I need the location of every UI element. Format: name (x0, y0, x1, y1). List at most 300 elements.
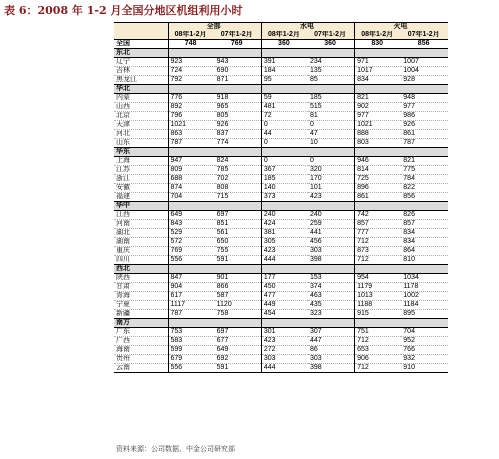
region-spacer (261, 265, 308, 274)
cell-value: 742 (355, 211, 402, 220)
cell-value: 423 (308, 193, 355, 202)
region-spacer (168, 49, 215, 58)
header-row-groups (114, 23, 448, 32)
cell-value: 792 (168, 76, 215, 85)
cell-value: 715 (215, 193, 262, 202)
cell-value: 449 (261, 301, 308, 310)
cell-value: 1004 (401, 67, 448, 76)
province-name: 湖南 (114, 238, 168, 247)
cell-value: 240 (308, 211, 355, 220)
cell-value: 617 (168, 292, 215, 301)
cell-value: 864 (401, 247, 448, 256)
cell-value: 95 (261, 76, 308, 85)
header-period: 08年1-2月 (355, 31, 402, 40)
cell-value: 926 (215, 121, 262, 130)
cell-value: 805 (215, 112, 262, 121)
cell-value: 373 (261, 193, 308, 202)
cell-value: 153 (308, 274, 355, 283)
cell-value: 587 (215, 292, 262, 301)
cell-value: 874 (168, 184, 215, 193)
cell-value: 809 (168, 166, 215, 175)
cell-value: 481 (261, 103, 308, 112)
header-period: 08年1-2月 (261, 31, 308, 40)
cell-value: 1184 (401, 301, 448, 310)
table-row (114, 355, 448, 364)
cell-value: 435 (308, 301, 355, 310)
cell-value: 59 (261, 94, 308, 103)
cell-value: 986 (401, 112, 448, 121)
cell-value: 751 (355, 328, 402, 337)
cell-value: 824 (215, 157, 262, 166)
cell-value: 873 (355, 247, 402, 256)
region-spacer (401, 319, 448, 328)
region-spacer (261, 202, 308, 211)
cell-value: 926 (401, 121, 448, 130)
region-name: 华北 (114, 85, 168, 94)
header-group-thermal: 火电 (355, 23, 448, 32)
cell-value: 918 (215, 94, 262, 103)
cell-value: 367 (261, 166, 308, 175)
region-spacer (261, 85, 308, 94)
province-name: 江苏 (114, 166, 168, 175)
cell-value: 0 (261, 121, 308, 130)
cell-value: 704 (168, 193, 215, 202)
cell-value: 1017 (355, 67, 402, 76)
region-spacer (308, 265, 355, 274)
cell-value: 649 (215, 346, 262, 355)
cell-value: 1021 (168, 121, 215, 130)
cell-value: 515 (308, 103, 355, 112)
cell-value: 769 (215, 40, 262, 49)
table-row (114, 292, 448, 301)
region-spacer (355, 49, 402, 58)
region-spacer (261, 148, 308, 157)
cell-value: 712 (355, 238, 402, 247)
table-row (114, 130, 448, 139)
cell-value: 303 (261, 355, 308, 364)
region-name: 东北 (114, 49, 168, 58)
cell-value: 101 (308, 184, 355, 193)
cell-value: 856 (401, 40, 448, 49)
cell-value: 0 (308, 157, 355, 166)
table-row (114, 220, 448, 229)
table-row (114, 112, 448, 121)
cell-value: 170 (308, 175, 355, 184)
region-spacer (308, 202, 355, 211)
table-row (114, 211, 448, 220)
cell-value: 871 (215, 76, 262, 85)
region-spacer (355, 85, 402, 94)
region-row (114, 148, 448, 157)
province-name: 广西 (114, 337, 168, 346)
utilization-hours-table (114, 22, 448, 373)
cell-value: 1117 (168, 301, 215, 310)
cell-value: 86 (308, 346, 355, 355)
cell-value: 1002 (401, 292, 448, 301)
province-name: 贵州 (114, 355, 168, 364)
cell-value: 561 (215, 229, 262, 238)
region-spacer (215, 148, 262, 157)
table-title: 表 6：2008 年 1-2 月全国分地区机组利用小时 (4, 4, 243, 17)
cell-value: 650 (215, 238, 262, 247)
province-name: 宁夏 (114, 301, 168, 310)
header-corner (114, 23, 168, 32)
cell-value: 305 (261, 238, 308, 247)
province-name: 吉林 (114, 67, 168, 76)
region-name: 南方 (114, 319, 168, 328)
province-name: 浙江 (114, 175, 168, 184)
province-name: 山西 (114, 103, 168, 112)
cell-value: 0 (261, 157, 308, 166)
cell-value: 0 (261, 139, 308, 148)
cell-value: 814 (355, 166, 402, 175)
cell-value: 954 (355, 274, 402, 283)
cell-value: 1178 (401, 283, 448, 292)
cell-value: 240 (261, 211, 308, 220)
cell-value: 477 (261, 292, 308, 301)
region-spacer (308, 49, 355, 58)
cell-value: 769 (168, 247, 215, 256)
table-row (114, 283, 448, 292)
province-name: 内蒙 (114, 94, 168, 103)
province-name: 云南 (114, 364, 168, 373)
region-spacer (168, 319, 215, 328)
cell-value: 888 (355, 130, 402, 139)
cell-value: 1013 (355, 292, 402, 301)
region-spacer (401, 265, 448, 274)
cell-value: 821 (355, 94, 402, 103)
region-spacer (355, 319, 402, 328)
cell-value: 932 (401, 355, 448, 364)
table-row (114, 121, 448, 130)
source-note: 资料来源：公司数据、中金公司研究部 (116, 446, 235, 453)
region-spacer (261, 49, 308, 58)
table-row (114, 310, 448, 319)
cell-value: 948 (401, 94, 448, 103)
cell-value: 902 (355, 103, 402, 112)
cell-value: 320 (308, 166, 355, 175)
cell-value: 692 (215, 355, 262, 364)
header-period: 08年1-2月 (168, 31, 215, 40)
cell-value: 423 (261, 247, 308, 256)
cell-value: 748 (168, 40, 215, 49)
province-name: 海南 (114, 346, 168, 355)
cell-value: 822 (401, 184, 448, 193)
cell-value: 184 (261, 67, 308, 76)
cell-value: 947 (168, 157, 215, 166)
cell-value: 702 (215, 175, 262, 184)
cell-value: 896 (355, 184, 402, 193)
cell-value: 803 (355, 139, 402, 148)
region-spacer (401, 49, 448, 58)
region-row (114, 85, 448, 94)
cell-value: 784 (401, 175, 448, 184)
table-row (114, 364, 448, 373)
province-name: 天津 (114, 121, 168, 130)
cell-value: 423 (261, 337, 308, 346)
header-period: 07年1-2月 (308, 31, 355, 40)
table-row (114, 301, 448, 310)
cell-value: 44 (261, 130, 308, 139)
table-row (114, 256, 448, 265)
cell-value: 10 (308, 139, 355, 148)
cell-value: 766 (401, 346, 448, 355)
table-row (114, 184, 448, 193)
cell-value: 712 (355, 364, 402, 373)
cell-value: 928 (401, 76, 448, 85)
table-row (114, 238, 448, 247)
cell-value: 725 (355, 175, 402, 184)
table-row (114, 229, 448, 238)
table-row (114, 337, 448, 346)
province-name: 青海 (114, 292, 168, 301)
region-spacer (401, 85, 448, 94)
table-row (114, 76, 448, 85)
cell-value: 866 (215, 283, 262, 292)
cell-value: 861 (401, 130, 448, 139)
cell-value: 697 (215, 328, 262, 337)
cell-value: 653 (355, 346, 402, 355)
province-name: 广东 (114, 328, 168, 337)
province-name: 新疆 (114, 310, 168, 319)
province-name: 陕西 (114, 274, 168, 283)
cell-value: 826 (401, 211, 448, 220)
cell-value: 1179 (355, 283, 402, 292)
cell-value: 529 (168, 229, 215, 238)
province-name: 山东 (114, 139, 168, 148)
cell-value: 374 (308, 283, 355, 292)
region-spacer (401, 202, 448, 211)
cell-value: 915 (355, 310, 402, 319)
cell-value: 301 (261, 328, 308, 337)
region-spacer (215, 319, 262, 328)
province-name: 重庆 (114, 247, 168, 256)
cell-value: 444 (261, 256, 308, 265)
cell-value: 863 (168, 130, 215, 139)
cell-value: 679 (168, 355, 215, 364)
table-row (114, 94, 448, 103)
province-name: 黑龙江 (114, 76, 168, 85)
province-name: 江西 (114, 211, 168, 220)
province-name: 河南 (114, 220, 168, 229)
header-period: 07年1-2月 (401, 31, 448, 40)
table-row (114, 346, 448, 355)
cell-value: 697 (215, 211, 262, 220)
cell-value: 776 (168, 94, 215, 103)
cell-value: 910 (401, 364, 448, 373)
table-row (114, 67, 448, 76)
province-name: 湖北 (114, 229, 168, 238)
cell-value: 185 (308, 94, 355, 103)
cell-value: 906 (355, 355, 402, 364)
cell-value: 398 (308, 364, 355, 373)
cell-value: 758 (215, 310, 262, 319)
cell-value: 810 (401, 256, 448, 265)
table-row (114, 157, 448, 166)
province-name: 北京 (114, 112, 168, 121)
cell-value: 259 (308, 220, 355, 229)
cell-value: 599 (168, 346, 215, 355)
cell-value: 977 (401, 103, 448, 112)
cell-value: 821 (401, 157, 448, 166)
table-row (114, 166, 448, 175)
table-row (114, 274, 448, 283)
cell-value: 234 (308, 58, 355, 67)
cell-value: 943 (215, 58, 262, 67)
region-spacer (168, 85, 215, 94)
region-spacer (215, 265, 262, 274)
header-group-all: 全部 (168, 23, 261, 32)
region-name: 西北 (114, 265, 168, 274)
cell-value: 360 (261, 40, 308, 49)
cell-value: 307 (308, 328, 355, 337)
cell-value: 140 (261, 184, 308, 193)
cell-value: 463 (308, 292, 355, 301)
cell-value: 1188 (355, 301, 402, 310)
cell-value: 857 (401, 220, 448, 229)
cell-value: 360 (308, 40, 355, 49)
cell-value: 1021 (355, 121, 402, 130)
province-name: 河北 (114, 130, 168, 139)
cell-value: 391 (261, 58, 308, 67)
province-name: 四川 (114, 256, 168, 265)
cell-value: 895 (401, 310, 448, 319)
region-row (114, 202, 448, 211)
province-name: 上海 (114, 157, 168, 166)
region-spacer (355, 148, 402, 157)
table-row (114, 247, 448, 256)
cell-value: 861 (355, 193, 402, 202)
cell-value: 724 (168, 67, 215, 76)
cell-value: 398 (308, 256, 355, 265)
cell-value: 444 (261, 364, 308, 373)
region-spacer (168, 265, 215, 274)
cell-value: 556 (168, 256, 215, 265)
header-period: 07年1-2月 (215, 31, 262, 40)
region-name: 华中 (114, 202, 168, 211)
cell-value: 785 (215, 166, 262, 175)
region-spacer (308, 319, 355, 328)
cell-value: 177 (261, 274, 308, 283)
cell-value: 952 (401, 337, 448, 346)
cell-value: 712 (355, 337, 402, 346)
cell-value: 272 (261, 346, 308, 355)
cell-value: 787 (401, 139, 448, 148)
cell-value: 323 (308, 310, 355, 319)
cell-value: 424 (261, 220, 308, 229)
cell-value: 923 (168, 58, 215, 67)
cell-value: 775 (401, 166, 448, 175)
cell-value: 690 (215, 67, 262, 76)
cell-value: 753 (168, 328, 215, 337)
cell-value: 447 (308, 337, 355, 346)
header-row-periods (114, 31, 448, 40)
region-spacer (215, 85, 262, 94)
cell-value: 965 (215, 103, 262, 112)
cell-value: 808 (215, 184, 262, 193)
cell-value: 834 (355, 76, 402, 85)
region-spacer (401, 148, 448, 157)
cell-value: 1120 (215, 301, 262, 310)
cell-value: 837 (215, 130, 262, 139)
cell-value: 583 (168, 337, 215, 346)
region-name: 华东 (114, 148, 168, 157)
cell-value: 1034 (401, 274, 448, 283)
province-name: 甘肃 (114, 283, 168, 292)
cell-value: 704 (401, 328, 448, 337)
cell-value: 303 (308, 247, 355, 256)
cell-value: 441 (308, 229, 355, 238)
cell-value: 649 (168, 211, 215, 220)
cell-value: 591 (215, 364, 262, 373)
region-spacer (215, 202, 262, 211)
cell-value: 796 (168, 112, 215, 121)
cell-value: 72 (261, 112, 308, 121)
cell-value: 1007 (401, 58, 448, 67)
cell-value: 81 (308, 112, 355, 121)
cell-value: 851 (215, 220, 262, 229)
cell-value: 774 (215, 139, 262, 148)
cell-value: 556 (168, 364, 215, 373)
region-row (114, 319, 448, 328)
cell-value: 135 (308, 67, 355, 76)
cell-value: 185 (261, 175, 308, 184)
region-spacer (355, 202, 402, 211)
header-group-hydro: 水电 (261, 23, 354, 32)
cell-value: 834 (401, 229, 448, 238)
cell-value: 787 (168, 139, 215, 148)
region-row (114, 265, 448, 274)
cell-value: 857 (355, 220, 402, 229)
row-name: 全国 (114, 40, 168, 49)
cell-value: 843 (168, 220, 215, 229)
cell-value: 591 (215, 256, 262, 265)
table-row (114, 103, 448, 112)
cell-value: 777 (355, 229, 402, 238)
province-name: 辽宁 (114, 58, 168, 67)
region-spacer (355, 265, 402, 274)
cell-value: 47 (308, 130, 355, 139)
cell-value: 847 (168, 274, 215, 283)
cell-value: 892 (168, 103, 215, 112)
province-name: 福建 (114, 193, 168, 202)
cell-value: 901 (215, 274, 262, 283)
table-row (114, 328, 448, 337)
cell-value: 85 (308, 76, 355, 85)
region-row (114, 49, 448, 58)
cell-value: 904 (168, 283, 215, 292)
region-spacer (261, 319, 308, 328)
cell-value: 755 (215, 247, 262, 256)
region-spacer (215, 49, 262, 58)
cell-value: 303 (308, 355, 355, 364)
cell-value: 830 (355, 40, 402, 49)
cell-value: 381 (261, 229, 308, 238)
cell-value: 787 (168, 310, 215, 319)
header-corner-2 (114, 31, 168, 40)
cell-value: 971 (355, 58, 402, 67)
cell-value: 946 (355, 157, 402, 166)
region-spacer (168, 148, 215, 157)
cell-value: 0 (308, 121, 355, 130)
cell-value: 450 (261, 283, 308, 292)
cell-value: 677 (215, 337, 262, 346)
region-spacer (168, 202, 215, 211)
table-row (114, 175, 448, 184)
cell-value: 834 (401, 238, 448, 247)
cell-value: 856 (401, 193, 448, 202)
region-spacer (308, 148, 355, 157)
